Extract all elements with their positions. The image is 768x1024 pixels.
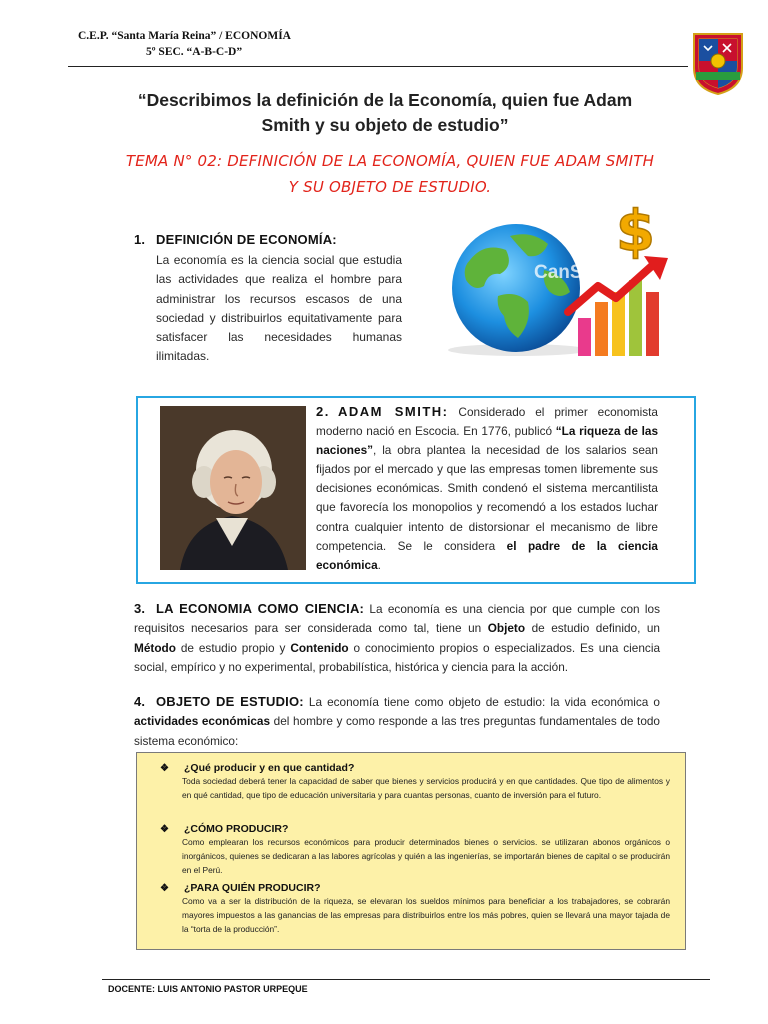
page-title: “Describimos la definición de la Economía, quien fue Adam Smith y su objeto de estudio” xyxy=(137,90,633,135)
grade-header: 5º SEC. “A-B-C-D” xyxy=(146,46,243,58)
school-header: C.E.P. “Santa María Reina” / ECONOMÍA xyxy=(78,30,291,42)
diamond-bullet-icon: ❖ xyxy=(160,824,169,835)
teacher-footer: DOCENTE: LUIS ANTONIO PASTOR URPEQUE xyxy=(108,984,308,994)
section2: 2. ADAM SMITH: Considerado el primer economista moderno nació en Escocia. En 1776, publicó “La riqueza de las naciones”, la obra plantea la necesidad de los salarios sean fijados por el mercado y que las empresas tomen libremente sus decisiones económicas. Smith condenó el sistema mercantilista que favorecía los monopolios y recomendó a los estados luchar contra cualquier intento de distorsionar el mecanismo de libre competencia. Se le considera el padre de la ciencia económica. xyxy=(316,404,658,572)
adam-smith-portrait xyxy=(160,406,306,570)
section4: 4. OBJETO DE ESTUDIO: La economía tiene como objeto de estudio: la vida económica o actividades económicas del hombre y como responde a las tres preguntas fundamentales de todo sistema económico: xyxy=(134,694,660,748)
section3-heading: 3. LA ECONOMIA COMO CIENCIA: xyxy=(134,601,365,616)
school-crest-icon xyxy=(690,30,746,96)
header-divider xyxy=(68,66,688,67)
question-item: ❖ ¿CÓMO PRODUCIR? Como emplearan los recursos económicos para producir determinados bienes o servicios. se utilizaran abonos orgánicos o inorgánicos, quienes se dedicaran a las labores agrícolas y quién a las ingenierías, se importarán bienes de capital o se producirán en el Perú. xyxy=(160,823,670,876)
diamond-bullet-icon: ❖ xyxy=(160,763,169,774)
dollar-sign-icon: $ xyxy=(616,200,655,264)
section1-heading: 1. DEFINICIÓN DE ECONOMÍA: xyxy=(134,232,337,247)
section1-body: La economía es la ciencia social que estudia las actividades que realiza el hombre para administrar los recursos escasos de una sociedad y distribuirlos equitativamente para satisfacer las necesidades humanas ilimitadas. xyxy=(156,253,402,364)
question-item: ❖ ¿Qué producir y en que cantidad? Toda sociedad deberá tener la capacidad de saber que bienes y servicios producirá y en que cantidades. Que tipo de alimentos y en qué cantidad, que tipo de educación universitaria y para cuantas personas, cuanto de inversión para el futuro. xyxy=(160,762,670,801)
diamond-bullet-icon: ❖ xyxy=(160,883,169,894)
footer-divider xyxy=(102,979,710,980)
tema-heading: TEMA N° 02: DEFINICIÓN DE LA ECONOMÍA, QUIEN FUE ADAM SMITH Y SU OBJETO DE ESTUDIO. xyxy=(125,152,655,196)
economy-growth-illustration xyxy=(440,200,674,360)
section3: 3. LA ECONOMIA COMO CIENCIA: La economía es una ciencia por que cumple con los requisitos necesarios para ser considerada como tal, tiene un Objeto de estudio definido, un Método de estudio propio y Contenido o conocimiento propios o especializados. Es una ciencia social, empírico y no experimental, probabilística, histórica y ciencia para la acción. xyxy=(134,601,661,674)
question-item: ❖ ¿PARA QUIÉN PRODUCIR? Como va a ser la distribución de la riqueza, se elevaran los sueldos mínimos para beneficiar a los trabajadores, se cobrarán mayores impuestos a las ganancias de las empresas para distribuirlos entre los más pobres, quien se llevará una mayor tajada de la “torta de la producción”. xyxy=(160,882,670,935)
watermark-text: CanStock xyxy=(534,262,622,283)
section2-heading: 2. ADAM SMITH: xyxy=(316,404,449,419)
section4-heading: 4. OBJETO DE ESTUDIO: xyxy=(134,694,304,709)
